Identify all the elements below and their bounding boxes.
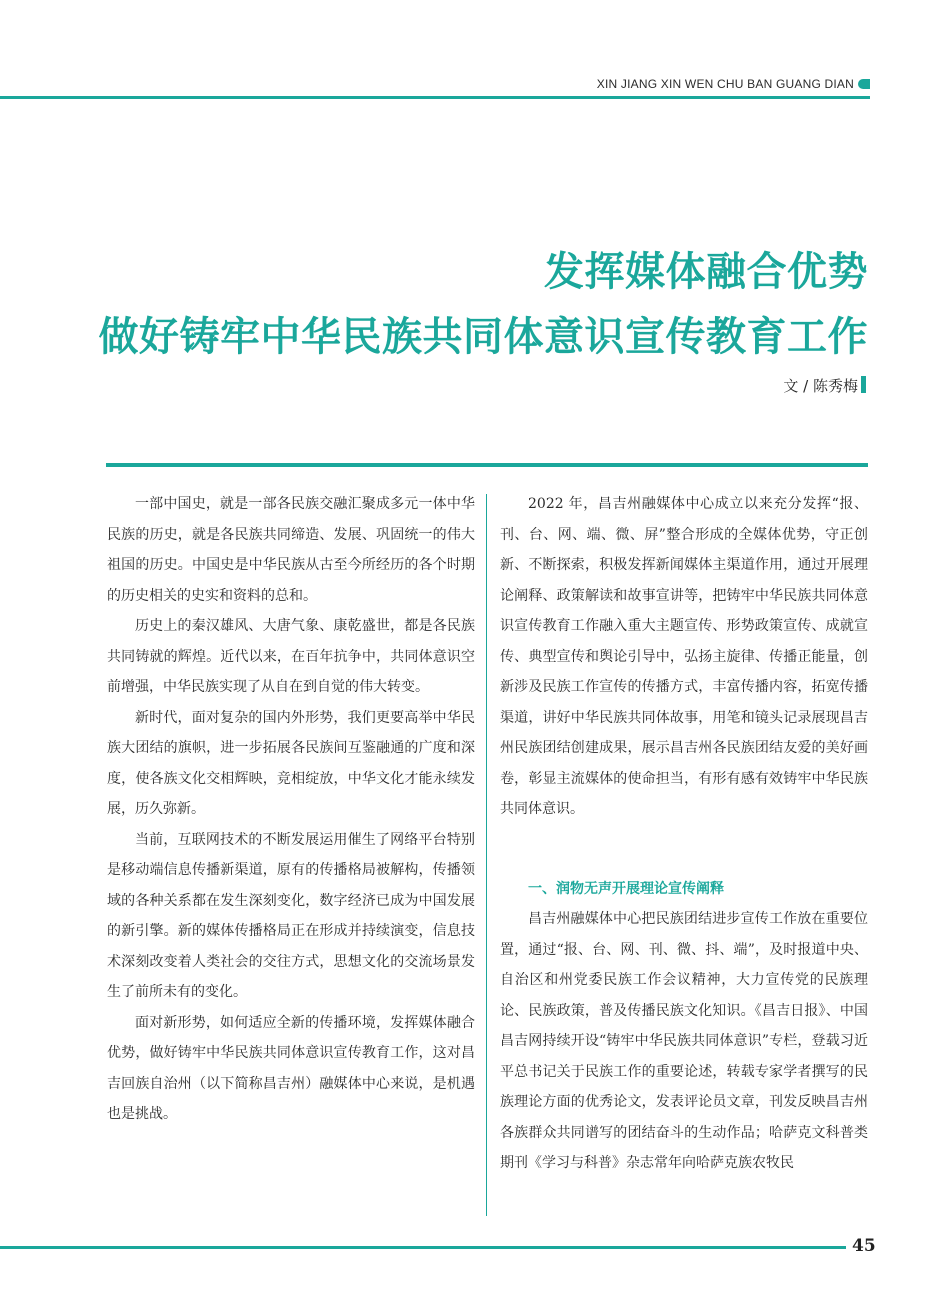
article-title-line-2: 做好铸牢中华民族共同体意识宣传教育工作	[98, 314, 868, 360]
top-rule	[0, 96, 870, 99]
paragraph: 历史上的秦汉雄风、大唐气象、康乾盛世，都是各民族共同铸就的辉煌。近代以来，在百年抗争中，共同体意识空前增强，中华民族实现了从自在到自觉的伟大转变。	[107, 618, 475, 695]
paragraph: 面对新形势，如何适应全新的传播环境，发挥媒体融合优势，做好铸牢中华民族共同体意识宣传教育工作，这对昌吉回族自治州（以下简称昌吉州）融媒体中心来说，是机遇也是挑战。	[107, 1014, 475, 1122]
author-byline: 文 / 陈秀梅	[783, 377, 858, 395]
paragraph: 昌吉州融媒体中心把民族团结进步宣传工作放在重要位置，通过“报、台、网、刊、微、抖、端”，及时报道中央、自治区和州党委民族工作会议精神，大力宣传党的民族理论、民族政策，普及传播民族文化知识。《昌吉日报》、中国昌吉网持续开设“铸牢中华民族共同体意识”专栏，登载习近平总书记关于民族工作的重要论述，转载专家学者撰写的民族理论方面的优秀论文，发表评论员文章，刊发反映昌吉州各族群众共同谱写的团结奋斗的生动作品；哈萨克文科普类期刊《学习与科普》杂志常年向哈萨克族农牧民	[500, 911, 868, 1171]
paragraph: 一部中国史，就是一部各民族交融汇聚成多元一体中华民族的历史，就是各民族共同缔造、发展、巩固统一的伟大祖国的历史。中国史是中华民族从古至今所经历的各个时期的历史相关的史实和资料的总和。	[107, 496, 475, 604]
left-column	[107, 489, 475, 1130]
byline-marker	[861, 376, 866, 393]
column-divider	[486, 494, 487, 1216]
paragraph: 新时代，面对复杂的国内外形势，我们更要高举中华民族大团结的旗帜，进一步拓展各民族间互鉴融通的广度和深度，使各族文化交相辉映，竞相绽放，中华文化才能永续发展，历久弥新。	[107, 709, 475, 817]
title-rule	[106, 463, 868, 467]
paragraph: 当前，互联网技术的不断发展运用催生了网络平台特别是移动端信息传播新渠道，原有的传播格局被解构，传播领域的各种关系都在发生深刻变化，数字经济已成为中国发展的新引擎。新的媒体传播格局正在形成并持续演变，信息技术深刻改变着人类社会的交往方式，思想文化的交流场景发生了前所未有的变化。	[107, 831, 475, 1000]
journal-name-header: XIN JIANG XIN WEN CHU BAN GUANG DIAN	[596, 77, 854, 91]
right-column	[500, 489, 868, 1179]
paragraph: 2022 年，昌吉州融媒体中心成立以来充分发挥“报、刊、台、网、端、微、屏”整合形成的全媒体优势，守正创新、不断探索，积极发挥新闻媒体主渠道作用，通过开展理论阐释、政策解读和故事宣讲等，把铸牢中华民族共同体意识宣传教育工作融入重大主题宣传、形势政策宣传、成就宣传、典型宣传和舆论引导中，弘扬主旋律、传播正能量，创新涉及民族工作宣传的传播方式，丰富传播内容，拓宽传播渠道，讲好中华民族共同体故事，用笔和镜头记录展现昌吉州民族团结创建成果，展示昌吉州各民族团结友爱的美好画卷，彰显主流媒体的使命担当，有形有感有效铸牢中华民族共同体意识。	[500, 496, 868, 817]
section-heading: 一、润物无声开展理论宣传阐释	[528, 880, 724, 897]
header-tab-marker	[858, 79, 870, 89]
bottom-rule	[0, 1246, 846, 1249]
page-number: 45	[852, 1236, 876, 1256]
article-title-line-1: 发挥媒体融合优势	[544, 249, 868, 295]
